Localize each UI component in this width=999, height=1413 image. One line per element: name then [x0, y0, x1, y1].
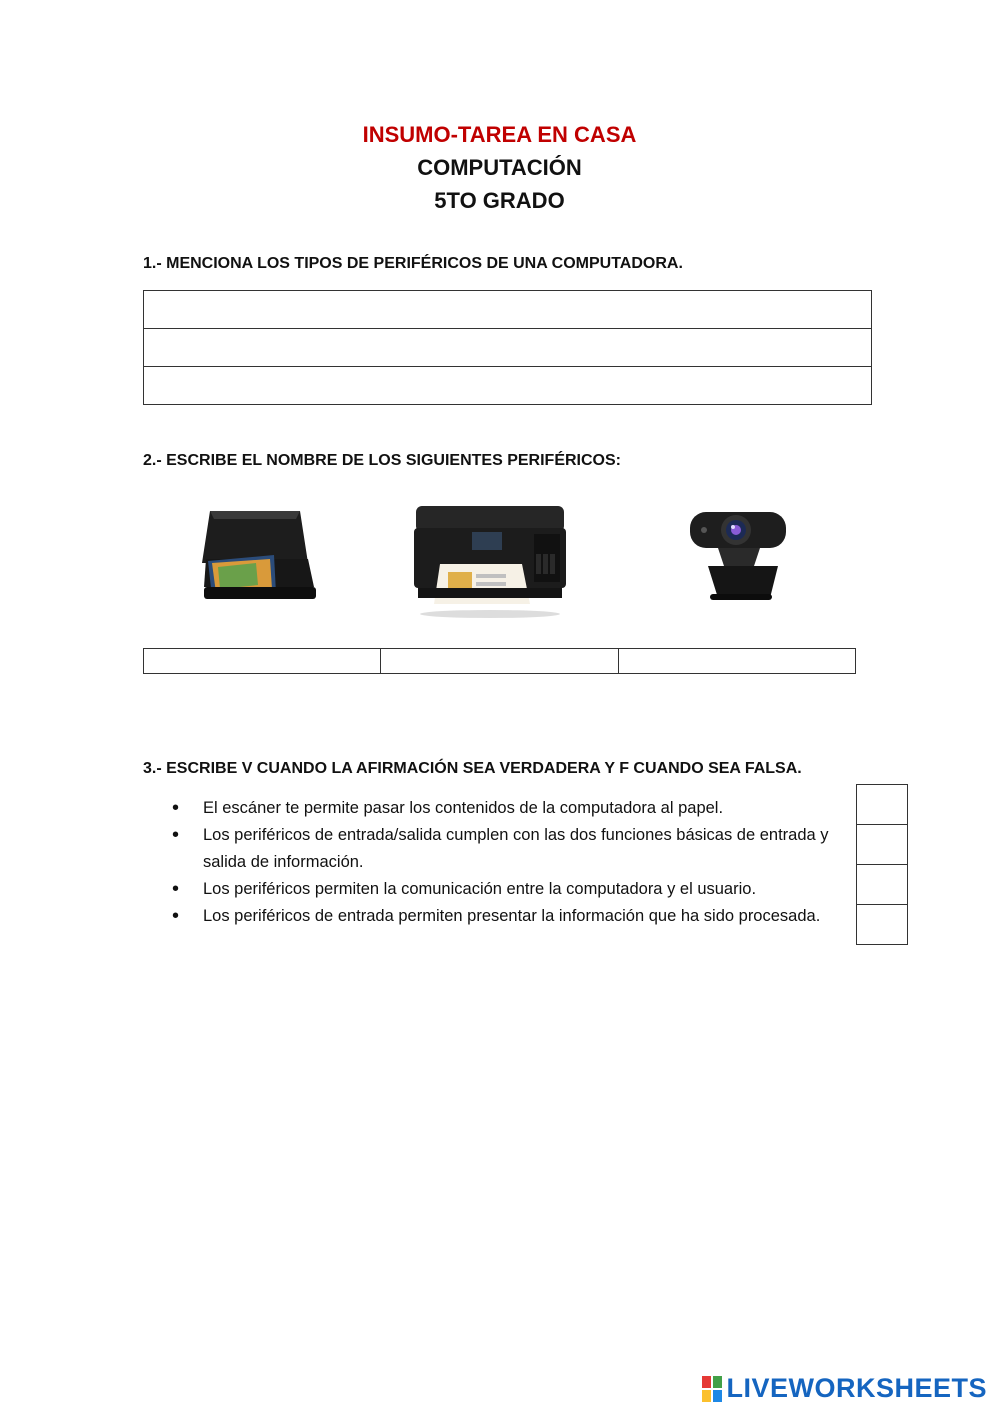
- question-1-answer-table: [143, 290, 872, 405]
- question-2-heading: 2.- ESCRIBE EL NOMBRE DE LOS SIGUIENTES PERIFÉRICOS:: [143, 452, 621, 469]
- q3-answer-4[interactable]: [857, 905, 907, 944]
- question-3-statement-list: [168, 795, 838, 930]
- statement-2: • Los periféricos de entrada/salida cumplen con las dos funciones básicas de entrada y salida de información.: [168, 822, 838, 876]
- q3-answer-2[interactable]: [857, 825, 907, 864]
- q2-answer-scanner[interactable]: [144, 649, 380, 673]
- statement-3: • Los periféricos permiten la comunicación entre la computadora y el usuario.: [168, 876, 838, 903]
- grade-title: 5TO GRADO: [434, 188, 565, 213]
- question-3-answer-table: [856, 784, 908, 945]
- q2-answer-webcam[interactable]: [619, 649, 855, 673]
- scanner-image: [196, 505, 322, 605]
- liveworksheets-logo: [702, 1373, 987, 1404]
- liveworksheets-brand: LIVEWORKSHEETS: [726, 1373, 987, 1403]
- q1-answer-3[interactable]: [144, 367, 871, 404]
- q3-answer-1[interactable]: [857, 785, 907, 824]
- q1-answer-1[interactable]: [144, 291, 871, 328]
- question-2-answer-table: [143, 648, 856, 674]
- worksheet-title: INSUMO-TAREA EN CASA: [362, 122, 637, 147]
- q3-answer-3[interactable]: [857, 865, 907, 904]
- statement-4: • Los periféricos de entrada permiten presentar la información que ha sido procesada.: [168, 903, 838, 930]
- liveworksheets-logo-icon: [702, 1376, 722, 1402]
- q2-answer-printer[interactable]: [381, 649, 617, 673]
- printer-image: [414, 502, 566, 620]
- question-1-heading: 1.- MENCIONA LOS TIPOS DE PERIFÉRICOS DE UNA COMPUTADORA.: [143, 255, 683, 272]
- question-3-heading: 3.- ESCRIBE V CUANDO LA AFIRMACIÓN SEA VERDADERA Y F CUANDO SEA FALSA.: [143, 760, 802, 777]
- webcam-image: [688, 506, 788, 604]
- statement-1: • El escáner te permite pasar los contenidos de la computadora al papel.: [168, 795, 838, 822]
- q1-answer-2[interactable]: [144, 329, 871, 366]
- subject-title: COMPUTACIÓN: [417, 155, 582, 180]
